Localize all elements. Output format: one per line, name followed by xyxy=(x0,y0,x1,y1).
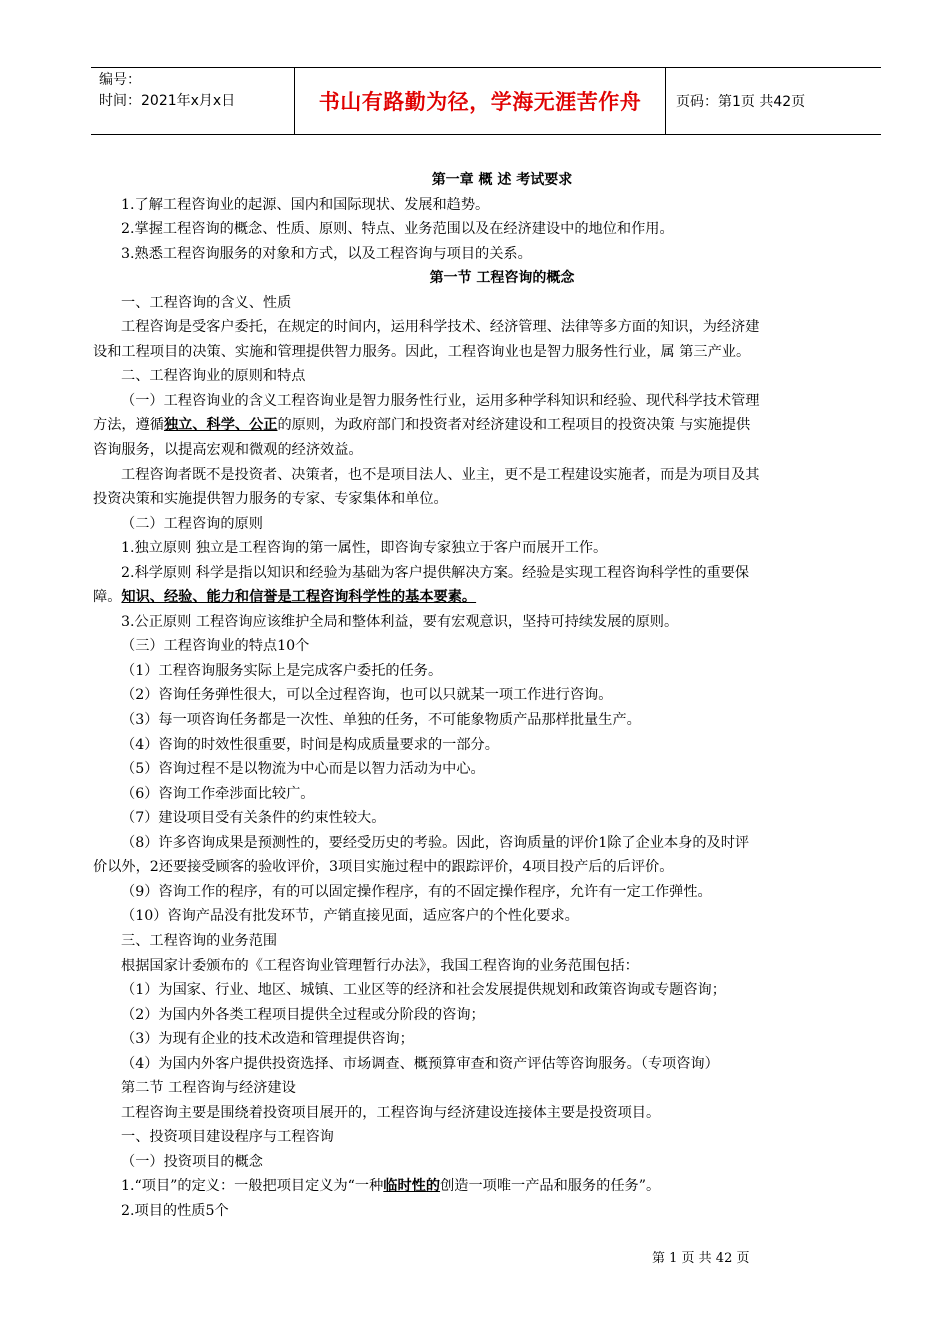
page-header xyxy=(91,67,881,135)
paragraph: 根据国家计委颁布的《工程咨询业管理暂行办法》，我国工程咨询的业务范围包括： xyxy=(121,957,639,974)
header-motto: 书山有路勤为径，学海无涯苦作舟 xyxy=(294,68,666,134)
subheading: 二、工程咨询业的原则和特点 xyxy=(121,368,306,385)
list-item: （1）工程咨询服务实际上是完成客户委托的任务。 xyxy=(121,662,443,679)
text-run: 障。 xyxy=(93,589,122,606)
page-footer: 第 1 页 共 42 页 xyxy=(652,1251,750,1266)
paragraph: 3.熟悉工程咨询服务的对象和方式，以及工程咨询与项目的关系。 xyxy=(121,245,532,262)
paragraph xyxy=(93,585,883,610)
emphasized-text: 临时性的 xyxy=(383,1178,441,1195)
paragraph: （一）工程咨询业的含义工程咨询业是智力服务性行业，运用多种学科知识和经验、现代科学技术管理 xyxy=(121,392,760,409)
document-time-label: 时间：2021年x月x日 xyxy=(99,93,236,109)
paragraph: 2.掌握工程咨询的概念、性质、原则、特点、业务范围以及在经济建设中的地位和作用。 xyxy=(121,221,674,238)
subheading: （一）投资项目的概念 xyxy=(121,1153,263,1170)
list-item: （4）为国内外客户提供投资选择、市场调查、概预算审查和资产评估等咨询服务。（专项咨询） xyxy=(121,1055,719,1072)
list-item: （8）许多咨询成果是预测性的，要经受历史的考验。因此，咨询质量的评价1除了企业本身的及时评 xyxy=(121,834,750,851)
subheading: （二）工程咨询的原则 xyxy=(121,515,263,532)
section-title: 第一节 工程咨询的概念 xyxy=(429,270,575,287)
text-run: 方法，遵循 xyxy=(93,417,164,434)
text-run: 创造一项唯一产品和服务的任务”。 xyxy=(440,1178,661,1195)
list-item: （6）咨询工作牵涉面比较广。 xyxy=(121,785,315,802)
paragraph xyxy=(121,1174,883,1199)
emphasized-text: 知识、经验、能力和信誉是工程咨询科学性的基本要素。 xyxy=(121,589,477,606)
chapter-title: 第一章 概 述 考试要求 xyxy=(431,172,573,188)
header-meta xyxy=(91,68,294,134)
list-item: （3）每一项咨询任务都是一次性、单独的任务，不可能象物质产品那样批量生产。 xyxy=(121,712,641,729)
paragraph: 1.了解工程咨询业的起源、国内和国际现状、发展和趋势。 xyxy=(121,196,490,213)
list-item: （7）建设项目受有关条件的约束性较大。 xyxy=(121,810,386,827)
list-item: （9）咨询工作的程序，有的可以固定操作程序，有的不固定操作程序，允许有一定工作弹性。 xyxy=(121,883,712,900)
section-title: 第二节 工程咨询与经济建设 xyxy=(121,1080,296,1097)
list-item: （3）为现有企业的技术改造和管理提供咨询； xyxy=(121,1031,414,1048)
list-item: （5）咨询过程不是以物流为中心而是以智力活动为中心。 xyxy=(121,761,485,778)
subheading: 一、工程咨询的含义、性质 xyxy=(121,294,292,311)
subheading: 三、工程咨询的业务范围 xyxy=(121,932,278,949)
paragraph: 设和工程项目的决策、实施和管理提供智力服务。因此，工程咨询业也是智力服务性行业，属 第三产业。 xyxy=(93,343,751,360)
paragraph: 咨询服务，以提高宏观和微观的经济效益。 xyxy=(93,442,363,459)
paragraph: 1.独立原则 独立是工程咨询的第一属性，即咨询专家独立于客户而展开工作。 xyxy=(121,540,608,557)
document-number-label: 编号： xyxy=(99,72,141,88)
text-run: 1.“项目”的定义：一般把项目定义为“一种 xyxy=(121,1178,384,1195)
paragraph: 2.科学原则 科学是指以知识和经验为基础为客户提供解决方案。经验是实现工程咨询科学性的重要保 xyxy=(121,564,750,581)
text-run: 的原则，为政府部门和投资者对经济建设和工程项目的投资决策 与实施提供 xyxy=(277,417,751,434)
paragraph: 2.项目的性质5个 xyxy=(121,1202,229,1219)
header-page-label: 页码：第1页 共42页 xyxy=(676,94,806,110)
paragraph: 投资决策和实施提供智力服务的专家、专家集体和单位。 xyxy=(93,491,448,508)
paragraph: 工程咨询是受客户委托，在规定的时间内，运用科学技术、经济管理、法律等多方面的知识，为经济建 xyxy=(121,319,760,336)
subheading: 一、投资项目建设程序与工程咨询 xyxy=(121,1129,334,1146)
paragraph: 3.公正原则 工程咨询应该维护全局和整体利益，要有宏观意识，坚持可持续发展的原则。 xyxy=(121,613,679,630)
emphasized-text: 独立、科学、公正 xyxy=(163,417,278,434)
list-item: （2）为国内外各类工程项目提供全过程或分阶段的咨询； xyxy=(121,1006,485,1023)
paragraph xyxy=(93,413,883,438)
list-item: （10）咨询产品没有批发环节，产销直接见面，适应客户的个性化要求。 xyxy=(121,908,579,925)
list-item: （1）为国家、行业、地区、城镇、工业区等的经济和社会发展提供规划和政策咨询或专题咨询； xyxy=(121,982,726,999)
document-body xyxy=(93,168,883,1224)
paragraph: 工程咨询者既不是投资者、决策者，也不是项目法人、业主，更不是工程建设实施者，而是为项目及其 xyxy=(121,466,760,483)
list-item: （4）咨询的时效性很重要，时间是构成质量要求的一部分。 xyxy=(121,736,499,753)
paragraph: 工程咨询主要是围绕着投资项目展开的，工程咨询与经济建设连接体主要是投资项目。 xyxy=(121,1104,661,1121)
list-item: （2）咨询任务弹性很大，可以全过程咨询，也可以只就某一项工作进行咨询。 xyxy=(121,687,613,704)
list-item: 价以外，2还要接受顾客的验收评价，3项目实施过程中的跟踪评价，4项目投产后的后评价。 xyxy=(93,859,674,876)
subheading: （三）工程咨询业的特点10个 xyxy=(121,638,310,655)
